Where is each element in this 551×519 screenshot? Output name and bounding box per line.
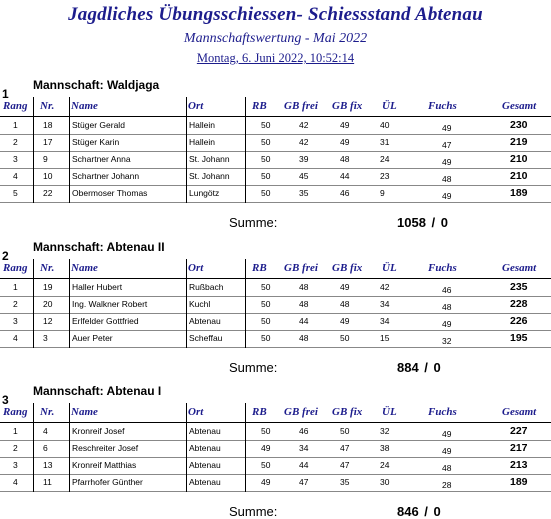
- report-date: Montag, 6. Juni 2022, 10:52:14: [196, 51, 355, 65]
- cell-rb: 50: [261, 426, 271, 436]
- team-total: 884 / 0: [397, 360, 441, 375]
- cell-rang: 4: [13, 477, 18, 487]
- cell-name: Ing. Walkner Robert: [72, 299, 148, 309]
- cell-ort: Hallein: [189, 137, 215, 147]
- cell-nr: 20: [43, 299, 53, 309]
- cell-fuchs: 49: [442, 446, 452, 456]
- cell-name: Obermoser Thomas: [72, 188, 148, 198]
- cell-nr: 6: [43, 443, 48, 453]
- column-header-gesamt: Gesamt: [502, 100, 537, 112]
- cell-gesamt: 235: [510, 281, 528, 293]
- cell-fuchs: 48: [442, 463, 452, 473]
- column-divider: [33, 259, 34, 348]
- cell-gbfix: 49: [340, 137, 350, 147]
- cell-gbfix: 44: [340, 171, 350, 181]
- cell-ul: 34: [380, 299, 390, 309]
- summe-label: Summe:: [229, 360, 278, 375]
- cell-name: Schartner Anna: [72, 154, 131, 164]
- column-header-ul: ÜL: [382, 100, 397, 112]
- table-row: [0, 441, 551, 458]
- column-header-gesamt: Gesamt: [502, 406, 537, 418]
- cell-gesamt: 213: [510, 459, 528, 471]
- cell-nr: 17: [43, 137, 53, 147]
- column-header-nr: Nr.: [40, 100, 55, 112]
- cell-gesamt: 189: [510, 476, 528, 488]
- column-divider: [245, 259, 246, 348]
- cell-gbfrei: 47: [299, 477, 309, 487]
- cell-name: Stüger Gerald: [72, 120, 125, 130]
- column-divider: [245, 403, 246, 492]
- cell-fuchs: 49: [442, 191, 452, 201]
- cell-ul: 24: [380, 154, 390, 164]
- team-total: 846 / 0: [397, 504, 441, 519]
- cell-nr: 11: [43, 477, 52, 487]
- cell-ul: 24: [380, 460, 390, 470]
- cell-gbfrei: 45: [299, 171, 309, 181]
- team-number: 3: [2, 393, 9, 407]
- cell-ul: 32: [380, 426, 390, 436]
- cell-fuchs: 46: [442, 285, 452, 295]
- cell-rb: 49: [261, 443, 271, 453]
- cell-ul: 9: [380, 188, 385, 198]
- team-name: Mannschaft: Abtenau II: [33, 240, 165, 254]
- cell-nr: 18: [43, 120, 53, 130]
- column-header-rb: RB: [252, 406, 267, 418]
- cell-gesamt: 227: [510, 425, 528, 437]
- cell-name: Auer Peter: [72, 333, 113, 343]
- cell-name: Pfarrhofer Günther: [72, 477, 143, 487]
- column-header-gbfix: GB fix: [332, 262, 363, 274]
- cell-ort: Rußbach: [189, 282, 224, 292]
- column-header-nr: Nr.: [40, 262, 55, 274]
- cell-gbfix: 48: [340, 154, 350, 164]
- table-row: [0, 118, 551, 135]
- cell-gesamt: 217: [510, 442, 528, 454]
- column-header-name: Name: [71, 406, 98, 418]
- cell-nr: 4: [43, 426, 48, 436]
- cell-rang: 5: [13, 188, 18, 198]
- cell-fuchs: 48: [442, 174, 452, 184]
- cell-gbfrei: 42: [299, 120, 309, 130]
- table-row: [0, 169, 551, 186]
- cell-fuchs: 32: [442, 336, 452, 346]
- cell-gbfix: 49: [340, 316, 350, 326]
- team-number: 1: [2, 87, 9, 101]
- cell-ul: 38: [380, 443, 390, 453]
- column-divider: [33, 97, 34, 203]
- column-header-gbfix: GB fix: [332, 100, 363, 112]
- table-row: [0, 152, 551, 169]
- cell-gbfix: 47: [340, 460, 350, 470]
- column-header-ort: Ort: [188, 406, 204, 418]
- cell-name: Haller Hubert: [72, 282, 123, 292]
- column-divider: [186, 403, 187, 492]
- cell-rb: 50: [261, 120, 271, 130]
- cell-ul: 30: [380, 477, 390, 487]
- cell-gbfix: 48: [340, 299, 350, 309]
- column-header-gbfrei: GB frei: [284, 406, 318, 418]
- cell-rb: 49: [261, 477, 271, 487]
- cell-ort: Abtenau: [189, 443, 221, 453]
- cell-ort: Kuchl: [189, 299, 211, 309]
- cell-gesamt: 189: [510, 187, 528, 199]
- cell-rang: 4: [13, 171, 18, 181]
- cell-ul: 15: [380, 333, 390, 343]
- cell-nr: 22: [43, 188, 53, 198]
- cell-gbfrei: 48: [299, 282, 309, 292]
- cell-fuchs: 48: [442, 302, 452, 312]
- team-total: 1058 / 0: [397, 215, 448, 230]
- cell-rb: 50: [261, 282, 271, 292]
- table-header: [0, 259, 551, 279]
- cell-gbfrei: 42: [299, 137, 309, 147]
- cell-gbfix: 50: [340, 333, 350, 343]
- column-divider: [186, 259, 187, 348]
- cell-rb: 50: [261, 137, 271, 147]
- cell-name: Schartner Johann: [72, 171, 140, 181]
- cell-gbfrei: 35: [299, 188, 309, 198]
- cell-nr: 10: [43, 171, 53, 181]
- cell-name: Stüger Karin: [72, 137, 120, 147]
- cell-name: Kronreif Josef: [72, 426, 125, 436]
- page-title: Jagdliches Übungsschiessen- Schiessstand Abtenau: [68, 4, 483, 25]
- column-header-gbfrei: GB frei: [284, 100, 318, 112]
- table-row: [0, 280, 551, 297]
- cell-gbfix: 49: [340, 282, 350, 292]
- summe-label: Summe:: [229, 504, 278, 519]
- cell-rang: 1: [13, 282, 18, 292]
- cell-rb: 50: [261, 333, 271, 343]
- team-name: Mannschaft: Abtenau I: [33, 384, 162, 398]
- cell-gbfrei: 44: [299, 460, 309, 470]
- cell-ort: Lungötz: [189, 188, 220, 198]
- column-header-fuchs: Fuchs: [428, 100, 457, 112]
- cell-rang: 1: [13, 120, 18, 130]
- column-header-gesamt: Gesamt: [502, 262, 537, 274]
- summe-label: Summe:: [229, 215, 278, 230]
- page-subtitle: Mannschaftswertung - Mai 2022: [183, 31, 368, 46]
- cell-gbfrei: 39: [299, 154, 309, 164]
- cell-nr: 13: [43, 460, 53, 470]
- cell-rb: 50: [261, 299, 271, 309]
- cell-rang: 1: [13, 426, 18, 436]
- cell-gbfrei: 46: [299, 426, 309, 436]
- column-header-ul: ÜL: [382, 262, 397, 274]
- cell-rang: 2: [13, 137, 18, 147]
- column-header-ul: ÜL: [382, 406, 397, 418]
- cell-name: Reschreiter Josef: [72, 443, 139, 453]
- cell-gbfix: 50: [340, 426, 350, 436]
- table-row: [0, 186, 551, 203]
- cell-rb: 50: [261, 171, 271, 181]
- cell-rang: 3: [13, 460, 18, 470]
- table-header: [0, 403, 551, 423]
- cell-rang: 2: [13, 443, 18, 453]
- cell-gesamt: 210: [510, 170, 528, 182]
- column-divider: [69, 403, 70, 492]
- cell-nr: 12: [43, 316, 53, 326]
- cell-rang: 3: [13, 154, 18, 164]
- cell-fuchs: 49: [442, 319, 452, 329]
- cell-rb: 50: [261, 188, 271, 198]
- column-header-name: Name: [71, 100, 98, 112]
- cell-name: Erlfelder Gottfried: [72, 316, 139, 326]
- column-header-gbfrei: GB frei: [284, 262, 318, 274]
- cell-gesamt: 228: [510, 298, 528, 310]
- column-header-ort: Ort: [188, 262, 204, 274]
- table-row: [0, 424, 551, 441]
- cell-rb: 50: [261, 154, 271, 164]
- cell-ort: Abtenau: [189, 426, 221, 436]
- cell-fuchs: 47: [442, 140, 452, 150]
- cell-ort: Abtenau: [189, 316, 221, 326]
- table-row: [0, 135, 551, 152]
- table-row: [0, 475, 551, 492]
- column-divider: [245, 97, 246, 203]
- cell-gesamt: 230: [510, 119, 528, 131]
- table-header: [0, 97, 551, 117]
- column-header-gbfix: GB fix: [332, 406, 363, 418]
- cell-gbfix: 35: [340, 477, 350, 487]
- column-header-rb: RB: [252, 262, 267, 274]
- cell-ul: 34: [380, 316, 390, 326]
- cell-gbfix: 46: [340, 188, 350, 198]
- table-row: [0, 314, 551, 331]
- column-divider: [186, 97, 187, 203]
- cell-gbfrei: 48: [299, 299, 309, 309]
- team-number: 2: [2, 249, 9, 263]
- column-header-fuchs: Fuchs: [428, 406, 457, 418]
- cell-gbfrei: 44: [299, 316, 309, 326]
- team-name: Mannschaft: Waldjaga: [33, 78, 160, 92]
- cell-nr: 19: [43, 282, 53, 292]
- cell-ort: Abtenau: [189, 477, 221, 487]
- table-row: [0, 458, 551, 475]
- cell-rb: 50: [261, 460, 271, 470]
- table-row: [0, 331, 551, 348]
- cell-fuchs: 49: [442, 123, 452, 133]
- column-header-rang: Rang: [3, 406, 28, 418]
- cell-ul: 31: [380, 137, 390, 147]
- cell-gbfrei: 34: [299, 443, 309, 453]
- column-header-nr: Nr.: [40, 406, 55, 418]
- cell-fuchs: 49: [442, 157, 452, 167]
- cell-gbfrei: 48: [299, 333, 309, 343]
- cell-ort: Abtenau: [189, 460, 221, 470]
- column-header-rang: Rang: [3, 262, 28, 274]
- cell-fuchs: 28: [442, 480, 452, 490]
- column-header-fuchs: Fuchs: [428, 262, 457, 274]
- column-header-rb: RB: [252, 100, 267, 112]
- cell-gesamt: 210: [510, 153, 528, 165]
- cell-gesamt: 195: [510, 332, 528, 344]
- cell-ort: St. Johann: [189, 154, 230, 164]
- cell-ul: 42: [380, 282, 390, 292]
- column-header-rang: Rang: [3, 100, 28, 112]
- column-header-ort: Ort: [188, 100, 204, 112]
- cell-gesamt: 226: [510, 315, 528, 327]
- cell-gbfix: 49: [340, 120, 350, 130]
- cell-ul: 40: [380, 120, 390, 130]
- cell-gbfix: 47: [340, 443, 350, 453]
- table-row: [0, 297, 551, 314]
- cell-nr: 3: [43, 333, 48, 343]
- cell-rang: 4: [13, 333, 18, 343]
- cell-ort: Hallein: [189, 120, 215, 130]
- cell-gesamt: 219: [510, 136, 528, 148]
- column-divider: [33, 403, 34, 492]
- cell-name: Kronreif Matthias: [72, 460, 137, 470]
- cell-nr: 9: [43, 154, 48, 164]
- column-header-name: Name: [71, 262, 98, 274]
- cell-ul: 23: [380, 171, 390, 181]
- column-divider: [69, 97, 70, 203]
- cell-ort: Scheffau: [189, 333, 223, 343]
- cell-rb: 50: [261, 316, 271, 326]
- cell-rang: 2: [13, 299, 18, 309]
- cell-rang: 3: [13, 316, 18, 326]
- cell-fuchs: 49: [442, 429, 452, 439]
- cell-ort: St. Johann: [189, 171, 230, 181]
- column-divider: [69, 259, 70, 348]
